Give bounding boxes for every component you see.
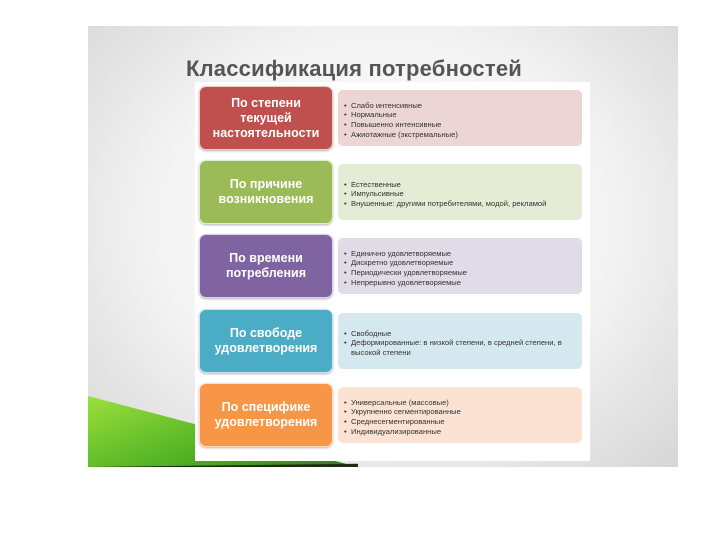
detail-list (344, 329, 576, 358)
category-details (338, 164, 582, 220)
detail-list (344, 101, 576, 139)
detail-item: • Среднесегментированные (344, 417, 576, 427)
detail-item: • Естественные (344, 180, 576, 190)
detail-item: • Свободные (344, 329, 576, 339)
detail-item: • Универсальные (массовые) (344, 398, 576, 408)
detail-item: • Слабо интенсивные (344, 101, 576, 111)
category-box: По времени потребления (199, 234, 333, 298)
category-box: По причине возникновения (199, 160, 333, 224)
classification-table (195, 82, 590, 461)
detail-item: • Нормальные (344, 110, 576, 120)
detail-item: • Укрупненно сегментированные (344, 407, 576, 417)
slide-title: Классификация потребностей (186, 56, 522, 81)
classification-row (199, 309, 586, 373)
detail-item: • Ажиотажные (экстремальные) (344, 130, 576, 140)
detail-item: • Единично удовлетворяемые (344, 249, 576, 259)
detail-item: • Непрерывно удовлетворяемые (344, 278, 576, 288)
detail-item: • Индивидуализированные (344, 427, 576, 437)
detail-item: • Дискретно удовлетворяемые (344, 258, 576, 268)
category-details (338, 90, 582, 146)
classification-row (199, 160, 586, 224)
detail-list (344, 180, 576, 209)
detail-list (344, 249, 576, 287)
detail-item: • Внушенные: другими потребителями, модой, рекламой (344, 199, 576, 209)
detail-item: • Повышенно интенсивные (344, 120, 576, 130)
category-details (338, 238, 582, 294)
detail-item: • Периодически удовлетворяемые (344, 268, 576, 278)
classification-row (199, 234, 586, 298)
category-details (338, 387, 582, 443)
category-details (338, 313, 582, 369)
category-box: По свободе удовлетворения (199, 309, 333, 373)
classification-row (199, 86, 586, 150)
category-box: По степени текущей настоятельности (199, 86, 333, 150)
detail-list (344, 398, 576, 436)
classification-row (199, 383, 586, 447)
category-box: По специфике удовлетворения (199, 383, 333, 447)
presentation-slide (88, 26, 678, 467)
detail-item: • Деформированные: в низкой степени, в средней степени, в высокой степени (344, 338, 576, 357)
detail-item: • Импульсивные (344, 189, 576, 199)
